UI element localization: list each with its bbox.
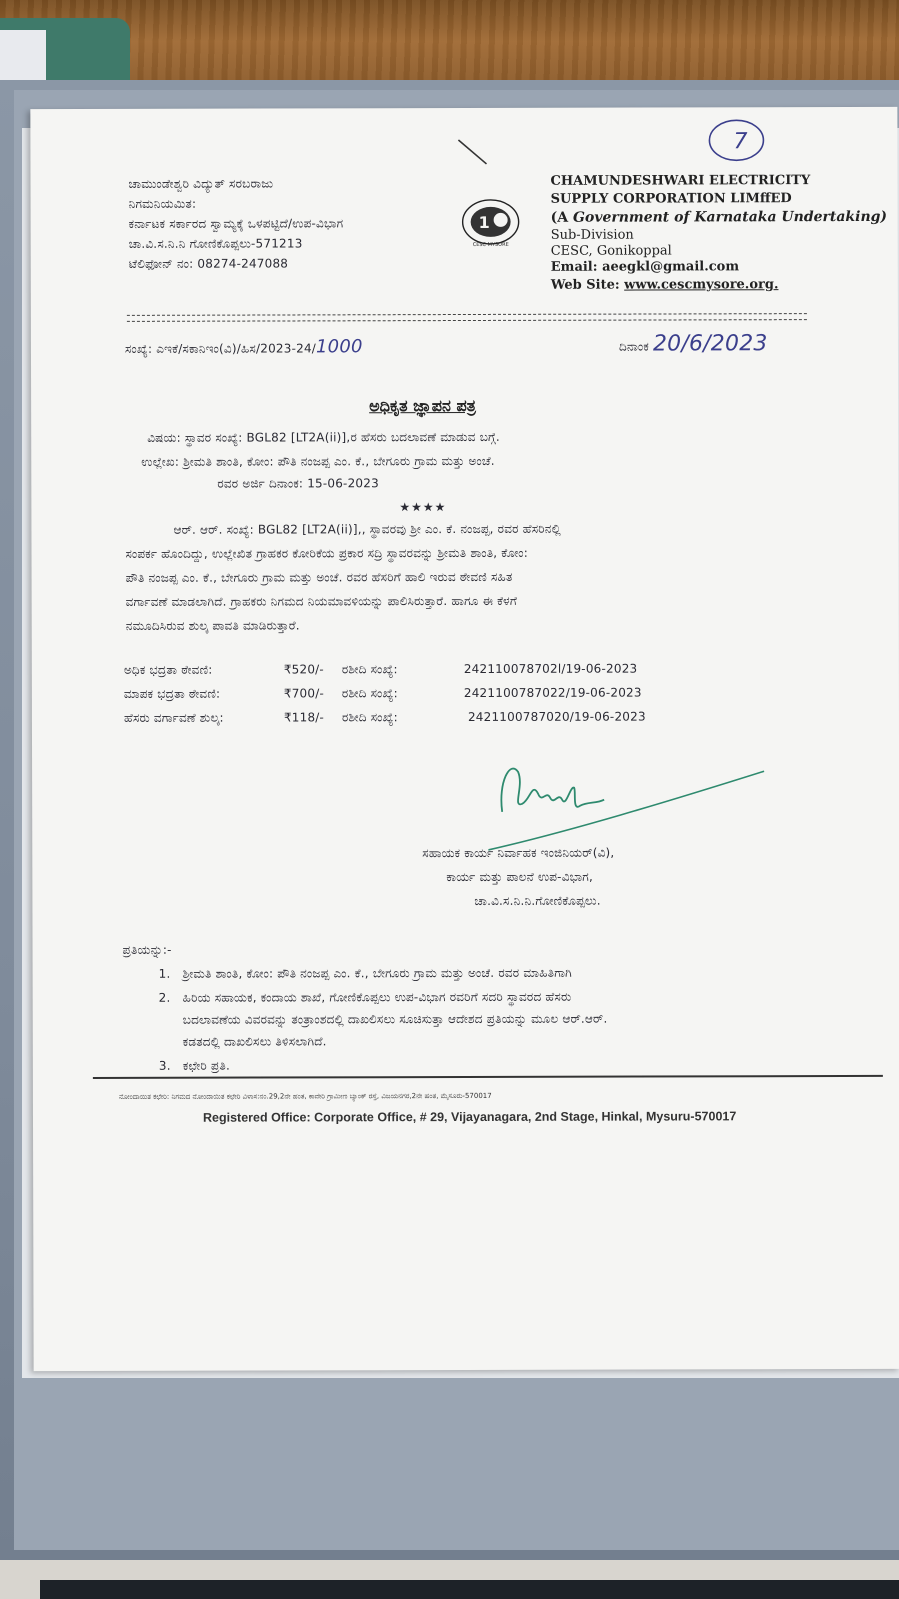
header-right-line4: Sub-Division — [550, 227, 634, 243]
cesc-logo — [459, 196, 523, 248]
wood-grain — [0, 0, 899, 92]
header-left-line5: ಟೆಲಿಫೋನ್ ನಂ: 08274-247088 — [128, 256, 289, 271]
header-separator-1 — [127, 313, 807, 316]
fee-amount-3: ₹118/- — [283, 710, 325, 725]
header-right-line3-prefix: (A — [550, 209, 574, 226]
copy-item-3-number: 3. — [158, 1058, 171, 1073]
signatory-line-1: ಸಹಾಯಕ ಕಾರ್ಯ ನಿರ್ವಾಹಕ ಇಂಜಿನಿಯರ್(ವಿ), — [422, 845, 615, 861]
copy-item-2-text: ಹಿರಿಯ ಸಹಾಯಕ, ಕಂದಾಯ ಶಾಖೆ, ಗೋಣಿಕೊಪ್ಪಲು ಉಪ-ವಿಭಾಗ ರವರಿಗೆ ಸದರಿ ಸ್ಥಾವರದ ಹೆಸರು — [182, 989, 572, 1005]
document-title: ಅಧಿಕೃತ ಜ್ಞಾಪನ ಪತ್ರ — [369, 395, 476, 416]
email-label: Email: — [550, 259, 603, 275]
pen-stroke-mark — [456, 138, 490, 168]
fee-receipt-1: 242110078702l/19-06-2023 — [463, 661, 638, 677]
website-link[interactable]: www.cescmysore.org. — [624, 277, 779, 293]
reference-number — [125, 336, 363, 358]
header-right-line3 — [551, 209, 887, 226]
reference-number-label: ಸಂಖ್ಯೆ: ಎಇಕೆ/ಸಕಾನಿಇಂ(ವಿ)/ಹಿಸ/2023-24/ — [124, 341, 317, 356]
body-line-1: ಆರ್. ಆರ್. ಸಂಖ್ಯೆ: BGL82 [LT2A(ii)],, ಸ್ಥಾವರವು ಶ್ರೀ ಎಂ. ಕೆ. ನಂಜಪ್ಪ, ರವರ ಹೆಸರಿನಲ್ಲಿ — [173, 521, 561, 537]
footer-kannada: ನೋಂದಾಯಿತ ಕಛೇರಿ: ನಿಗಮದ ನೋಂದಾಯಿತ ಕಛೇರಿ ವಿಳಾಸ:ನಂ.29,2ನೇ ಹಂತ, ಕಾವೇರಿ ಗ್ರಾಮೀಣ ಬ್ಯಾಂಕ್ ರಸ್ತೆ, ವಿಜಯನಗರ,2ನೇ ಹಂತ, ಮೈಸೂರು-570017 — [118, 1091, 492, 1101]
header-email — [551, 259, 739, 274]
copy-item-2-text-line2: ಬದಲಾವಣೆಯ ವಿವರವನ್ನು ತಂತ್ರಾಂಶದಲ್ಲಿ ದಾಖಲಿಸಲು ಸೂಚಿಸುತ್ತಾ ಆದೇಶದ ಪ್ರತಿಯನ್ನು ಮೂಲ ಆರ್.ಆರ್. — [182, 1011, 608, 1027]
copies-heading: ಪ್ರತಿಯನ್ನು:- — [122, 942, 172, 957]
fee-label-1: ಅಧಿಕ ಭದ್ರತಾ ಠೇವಣಿ: — [123, 662, 213, 677]
subject-line: ವಿಷಯ: ಸ್ಥಾವರ ಸಂಖ್ಯೆ: BGL82 [LT2A(ii)],ರ ಹೆಸರು ಬದಲಾವಣೆ ಮಾಡುವ ಬಗ್ಗೆ. — [147, 429, 500, 445]
section-stars: ★★★★ — [399, 500, 447, 515]
date-label: ದಿನಾಂಕ — [618, 339, 649, 354]
signatory-line-3: ಚಾ.ವಿ.ಸ.ನಿ.ನಿ.ಗೋಣಿಕೊಪ್ಪಲು. — [474, 893, 601, 908]
copy-item-1-text: ಶ್ರೀಮತಿ ಶಾಂತಿ, ಕೋಂ: ಪೌತಿ ನಂಜಪ್ಪ ಎಂ. ಕೆ., ಬೇಗೂರು ಗ್ರಾಮ ಮತ್ತು ಅಂಚೆ. ರವರ ಮಾಹಿತಿಗಾಗಿ — [182, 965, 572, 981]
header-right-line5: CESC, Gonikoppal — [550, 243, 672, 259]
copy-item-2-number: 2. — [158, 990, 171, 1005]
body-line-4: ವರ್ಗಾವಣೆ ಮಾಡಲಾಗಿದೆ. ಗ್ರಾಹಕರು ನಿಗಮದ ನಿಯಮಾವಳಿಯನ್ನು ಪಾಲಿಸಿರುತ್ತಾರೆ. ಹಾಗೂ ಈ ಕೆಳಗೆ — [125, 593, 518, 609]
fee-receipt-3: 2421100787020/19-06-2023 — [467, 709, 646, 724]
header-website — [551, 277, 779, 293]
letter-page — [30, 107, 899, 1371]
signature — [488, 741, 768, 852]
website-label: Web Site: — [550, 277, 625, 293]
paper-corner — [0, 30, 46, 84]
fee-receipt-label-3: ರಶೀದಿ ಸಂಖ್ಯೆ: — [341, 710, 398, 725]
date-field — [619, 331, 768, 356]
reference-line: ಉಲ್ಲೇಖ: ಶ್ರೀಮತಿ ಶಾಂತಿ, ಕೋಂ: ಪೌತಿ ನಂಜಪ್ಪ ಎಂ. ಕೆ., ಬೇಗೂರು ಗ್ರಾಮ ಮತ್ತು ಅಂಚೆ. — [141, 453, 495, 469]
footer-rule — [93, 1075, 883, 1079]
header-separator-2 — [127, 319, 807, 322]
fee-receipt-2: 2421100787022/19-06-2023 — [463, 685, 642, 701]
fee-receipt-label-1: ರಶೀದಿ ಸಂಖ್ಯೆ: — [341, 662, 398, 677]
signatory-line-2: ಕಾರ್ಯ ಮತ್ತು ಪಾಲನೆ ಉಪ-ವಿಭಾಗ, — [446, 869, 594, 885]
header-right-line3-italic: Government of Karnataka Undertaking) — [572, 208, 888, 226]
bottom-edge — [40, 1580, 899, 1599]
copy-item-1-number: 1. — [158, 966, 171, 981]
header-right-line2: SUPPLY CORPORATION LIMffED — [550, 191, 792, 207]
reference-line-2: ರವರ ಅರ್ಜಿ ದಿನಾಂಕ: 15-06-2023 — [217, 476, 379, 491]
footer-english: Registered Office: Corporate Office, # 29, Vijayanagara, 2nd Stage, Hinkal, Mysuru-570017 — [202, 1109, 737, 1125]
email-link[interactable]: aeegkl@gmail.com — [602, 259, 740, 275]
fee-label-2: ಮಾಪಕ ಭದ್ರತಾ ಠೇವಣಿ: — [123, 686, 221, 701]
body-line-2: ಸಂಪರ್ಕ ಹೊಂದಿದ್ದು, ಉಲ್ಲೇಖಿತ ಗ್ರಾಹಕರ ಕೋರಿಕೆಯ ಪ್ರಕಾರ ಸದ್ರಿ ಸ್ಥಾವರವನ್ನು ಶ್ರೀಮತಿ ಶಾಂತಿ, ಕೋಂ: — [125, 545, 529, 561]
header-left-line2: ನಿಗಮನಿಯಮಿತ: — [128, 196, 197, 211]
header-left-line1: ಚಾಮುಂಡೇಶ್ವರಿ ವಿದ್ಯುತ್ ಸರಬರಾಜು — [128, 176, 274, 191]
date-handwritten: 20/6/2023 — [652, 331, 768, 357]
fee-amount-1: ₹520/- — [283, 662, 324, 677]
fee-receipt-label-2: ರಶೀದಿ ಸಂಖ್ಯೆ: — [341, 686, 398, 701]
annotation-circle — [706, 115, 766, 165]
header-right-line1: CHAMUNDESHWARI ELECTRICITY — [550, 173, 811, 189]
wooden-table — [0, 0, 899, 92]
reference-number-handwritten: 1000 — [315, 336, 363, 358]
header-left-line3: ಕರ್ನಾಟಕ ಸರ್ಕಾರದ ಸ್ವಾಮ್ಯಕ್ಕೆ ಒಳಪಟ್ಟಿದೆ/ಉಪ-ವಿಭಾಗ — [128, 216, 344, 231]
annotation-number: 7 — [733, 129, 748, 155]
body-line-5: ನಮೂದಿಸಿರುವ ಶುಲ್ಕ ಪಾವತಿ ಮಾಡಿರುತ್ತಾರೆ. — [125, 618, 300, 633]
body-line-3: ಪೌತಿ ನಂಜಪ್ಪ ಎಂ. ಕೆ., ಬೇಗೂರು ಗ್ರಾಮ ಮತ್ತು ಅಂಚೆ. ರವರ ಹೆಸರಿಗೆ ಹಾಲಿ ಇರುವ ಠೇವಣಿ ಸಹಿತ — [125, 569, 513, 585]
copy-item-3-text: ಕಛೇರಿ ಪ್ರತಿ. — [182, 1058, 230, 1073]
header-left-line4: ಚಾ.ವಿ.ಸ.ನಿ.ನಿ ಗೋಣಿಕೊಪ್ಪಲು-571213 — [128, 236, 303, 251]
fee-amount-2: ₹700/- — [283, 686, 325, 701]
logo-text: CESC MYSORE — [472, 241, 509, 248]
copy-item-2-text-line3: ಕಡತದಲ್ಲಿ ದಾಖಲಿಸಲು ತಿಳಿಸಲಾಗಿದೆ. — [182, 1034, 327, 1049]
fee-label-3: ಹೆಸರು ವರ್ಗಾವಣೆ ಶುಲ್ಕ: — [123, 710, 224, 725]
svg-text:1: 1 — [478, 212, 490, 232]
